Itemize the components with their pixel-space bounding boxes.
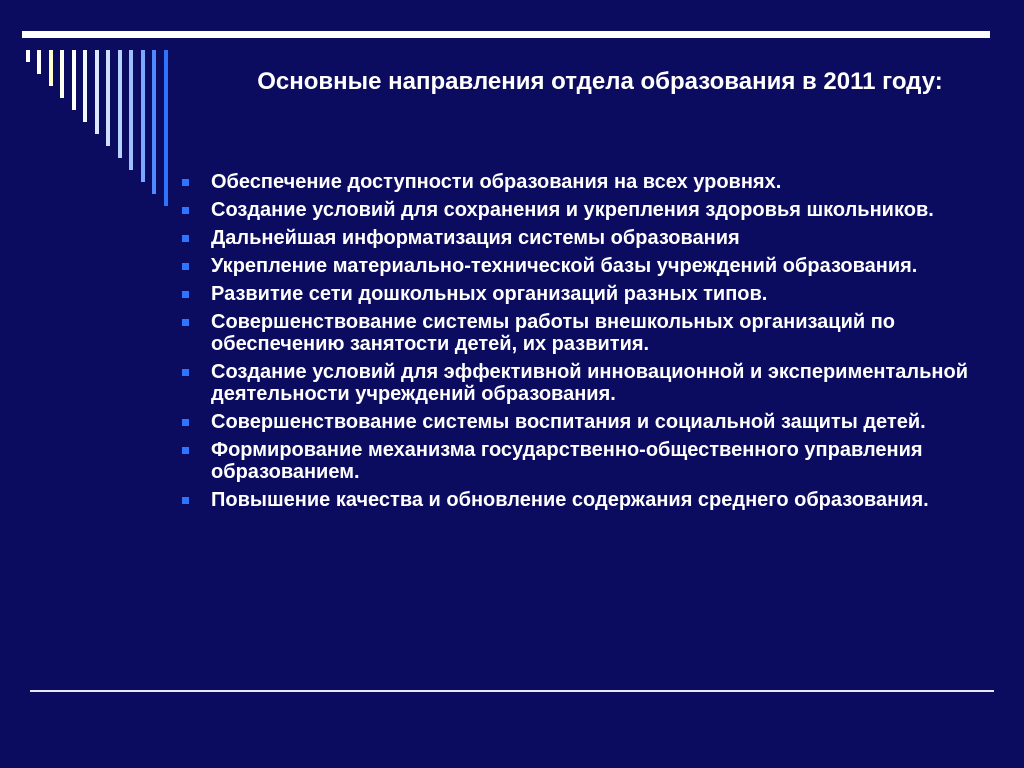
square-bullet-icon bbox=[182, 369, 189, 376]
decorative-bar bbox=[164, 50, 168, 206]
bullet-list bbox=[180, 171, 990, 517]
decorative-bar bbox=[83, 50, 87, 122]
decorative-bar bbox=[49, 50, 53, 86]
decorative-bar bbox=[26, 50, 30, 62]
decorative-bar bbox=[72, 50, 76, 110]
bullet-item bbox=[180, 171, 990, 193]
decorative-bar bbox=[152, 50, 156, 194]
square-bullet-icon bbox=[182, 291, 189, 298]
decorative-bar bbox=[118, 50, 122, 158]
bullet-text: Обеспечение доступности образования на всех уровнях. bbox=[211, 171, 782, 193]
square-bullet-icon bbox=[182, 497, 189, 504]
bullet-text: Формирование механизма государственно-общественного управления образованием. bbox=[211, 439, 923, 483]
decorative-bar bbox=[60, 50, 64, 98]
bullet-text: Создание условий для эффективной инновационной и экспериментальной деятельности учреждений образования. bbox=[211, 361, 968, 405]
bullet-text: Создание условий для сохранения и укрепления здоровья школьников. bbox=[211, 199, 934, 221]
bullet-text: Совершенствование системы воспитания и социальной защиты детей. bbox=[211, 411, 926, 433]
top-divider-line bbox=[22, 31, 990, 38]
bullet-item bbox=[180, 283, 990, 305]
decorative-bar bbox=[141, 50, 145, 182]
square-bullet-icon bbox=[182, 207, 189, 214]
bullet-text: Дальнейшая информатизация системы образования bbox=[211, 227, 740, 249]
square-bullet-icon bbox=[182, 419, 189, 426]
slide-title: Основные направления отдела образования в 2011 году: bbox=[257, 68, 943, 95]
decorative-bar bbox=[95, 50, 99, 134]
bullet-item bbox=[180, 411, 990, 433]
bullet-item bbox=[180, 227, 990, 249]
bullet-item bbox=[180, 361, 990, 405]
decorative-bar bbox=[129, 50, 133, 170]
bullet-item bbox=[180, 255, 990, 277]
bullet-item bbox=[180, 311, 990, 355]
square-bullet-icon bbox=[182, 235, 189, 242]
bullet-text: Повышение качества и обновление содержания среднего образования. bbox=[211, 489, 929, 511]
bullet-text: Укрепление материально-технической базы учреждений образования. bbox=[211, 255, 918, 277]
bullet-item bbox=[180, 439, 990, 483]
square-bullet-icon bbox=[182, 263, 189, 270]
bottom-divider-line bbox=[30, 690, 994, 692]
bullet-item bbox=[180, 199, 990, 221]
decorative-bar bbox=[37, 50, 41, 74]
bullet-text: Развитие сети дошкольных организаций разных типов. bbox=[211, 283, 768, 305]
bullet-item bbox=[180, 489, 990, 511]
square-bullet-icon bbox=[182, 319, 189, 326]
bullet-text: Совершенствование системы работы внешкольных организаций по обеспечению занятости детей, их развития. bbox=[211, 311, 896, 355]
square-bullet-icon bbox=[182, 447, 189, 454]
square-bullet-icon bbox=[182, 179, 189, 186]
decorative-bar bbox=[106, 50, 110, 146]
